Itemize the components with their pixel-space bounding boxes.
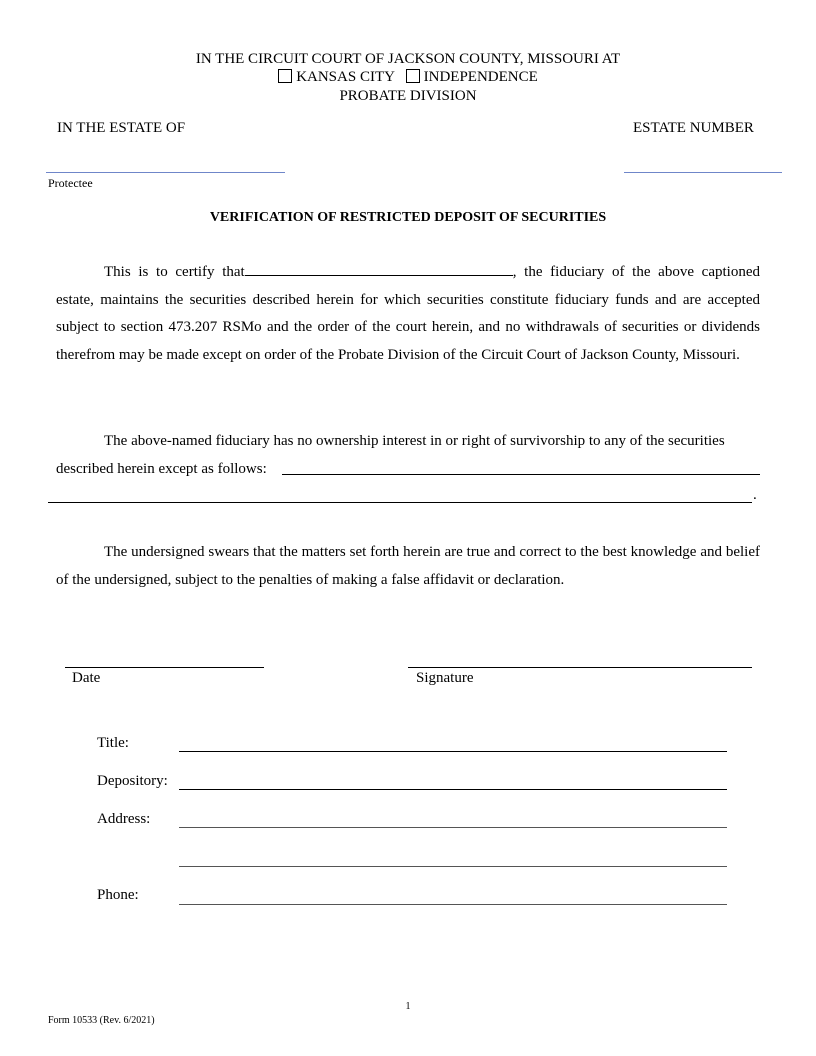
estate-number-input[interactable]	[624, 153, 782, 171]
estate-of-label: IN THE ESTATE OF	[57, 120, 186, 136]
address-field-line-2[interactable]	[179, 866, 727, 867]
phone-field-line[interactable]	[179, 904, 727, 905]
fiduciary-name-field[interactable]	[245, 260, 513, 276]
oath-text: The undersigned swears that the matters set forth herein are true and correct to the best knowledge and belief of the undersigned, subject to the penalties of making a false affidavit or declaration.	[56, 544, 760, 588]
independence-label: INDEPENDENCE	[423, 69, 538, 85]
title-label: Title:	[97, 735, 129, 751]
address-label: Address:	[97, 811, 151, 827]
depository-label: Depository:	[97, 773, 168, 789]
division-heading: PROBATE DIVISION	[339, 88, 477, 104]
exception-period: .	[753, 487, 757, 503]
signature-label: Signature	[416, 670, 474, 686]
signature-field-line[interactable]	[408, 667, 752, 668]
ownership-text: The above-named fiduciary has no ownership interest in or right of survivorship to any of the securities described herein except as follows:	[56, 433, 725, 477]
date-field-line[interactable]	[65, 667, 264, 668]
independence-checkbox[interactable]	[406, 69, 420, 83]
kansas-city-checkbox[interactable]	[278, 69, 292, 83]
protectee-label: Protectee	[48, 176, 93, 190]
certify-rest: , the fiduciary of the above captioned estate, maintains the securities described herein for which securities constitute fiduciary funds and are accepted subject to section 473.207 RSMo and the order of the court herein, and no withdrawals of securities or dividends therefrom may be made except on order of the Probate Division of the Circuit Court of Jackson County, Missouri.	[56, 264, 760, 363]
estate-number-underline	[624, 172, 782, 173]
certification-paragraph	[56, 259, 760, 369]
phone-label: Phone:	[97, 887, 139, 903]
depository-field-line[interactable]	[179, 789, 727, 790]
document-title: VERIFICATION OF RESTRICTED DEPOSIT OF SECURITIES	[209, 210, 607, 225]
location-options	[0, 68, 816, 87]
estate-of-underline	[46, 172, 285, 173]
page-number: 1	[405, 1001, 411, 1012]
title-field-line[interactable]	[179, 751, 727, 752]
form-number: Form 10533 (Rev. 6/2021)	[48, 1015, 155, 1026]
exception-field-line-2[interactable]	[48, 502, 752, 503]
certify-lead: This is to certify that	[104, 264, 245, 280]
kansas-city-label: KANSAS CITY	[296, 69, 395, 85]
exception-field-line-1[interactable]	[282, 474, 760, 475]
address-field-line-1[interactable]	[179, 827, 727, 828]
date-label: Date	[72, 670, 101, 686]
estate-of-input[interactable]	[46, 153, 284, 171]
court-heading: IN THE CIRCUIT COURT OF JACKSON COUNTY, MISSOURI AT	[195, 51, 621, 67]
estate-number-label: ESTATE NUMBER	[633, 120, 754, 136]
oath-paragraph	[56, 539, 760, 594]
